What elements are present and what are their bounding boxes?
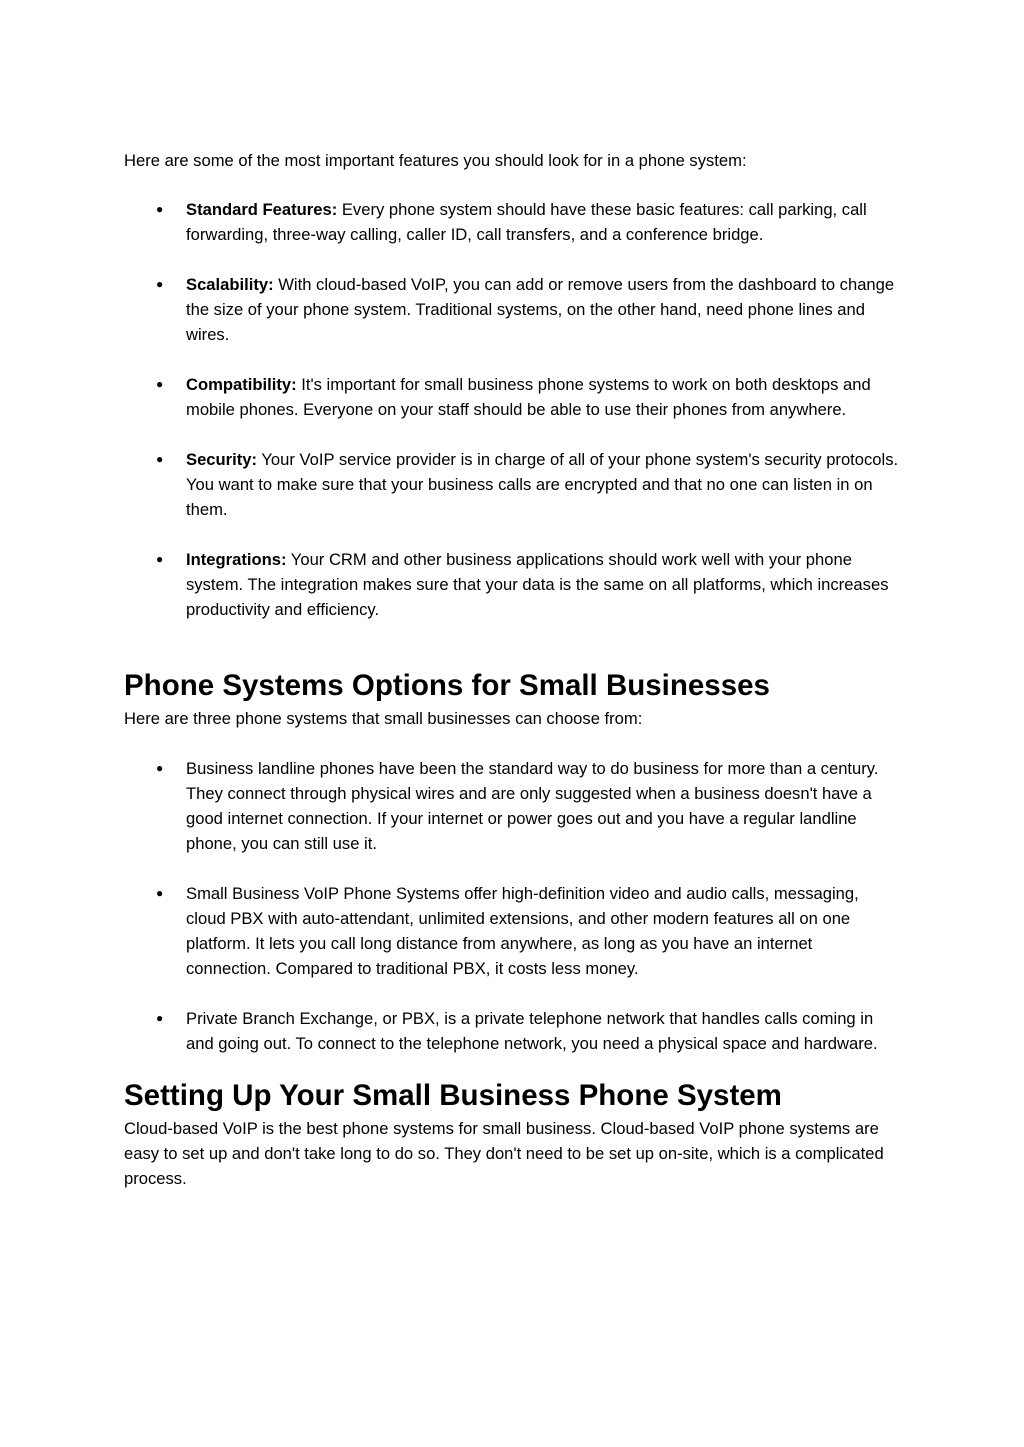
list-item — [124, 1006, 900, 1056]
feature-term: Compatibility: — [186, 375, 297, 394]
list-item — [124, 756, 900, 856]
feature-term: Security: — [186, 450, 258, 469]
document-page — [124, 148, 900, 1191]
feature-term: Standard Features: — [186, 200, 338, 219]
setup-text: Cloud-based VoIP is the best phone systems for small business. Cloud-based VoIP phone systems are easy to set up and don't take long to do so. They don't need to be set up on-site, which is a complicated process. — [124, 1119, 884, 1188]
feature-text: Your CRM and other business applications should work well with your phone system. The integration makes sure that your data is the same on all platforms, which increases productivity and efficiency. — [186, 550, 889, 619]
list-item — [124, 372, 900, 422]
option-text: Private Branch Exchange, or PBX, is a private telephone network that handles calls coming in and going out. To connect to the telephone network, you need a physical space and hardware. — [186, 1009, 878, 1053]
feature-text: Your VoIP service provider is in charge of all of your phone system's security protocols. You want to make sure that your business calls are encrypted and that no one can listen in on them. — [186, 450, 899, 519]
option-text: Small Business VoIP Phone Systems offer high-definition video and audio calls, messaging, cloud PBX with auto-attendant, unlimited extensions, and other modern features all on one platform. It lets you call long distance from anywhere, as long as you have an internet connection. Compared to traditional PBX, it costs less money. — [186, 884, 859, 978]
list-item — [124, 447, 900, 522]
bullet-icon: ● — [156, 202, 164, 216]
features-list — [124, 197, 900, 622]
feature-term: Scalability: — [186, 275, 274, 294]
bullet-icon: ● — [156, 1011, 164, 1025]
feature-text: It's important for small business phone systems to work on both desktops and mobile phones. Everyone on your staff should be able to use their phones from anywhere. — [186, 375, 871, 419]
setup-heading: Setting Up Your Small Business Phone System — [124, 1079, 782, 1112]
bullet-icon: ● — [156, 377, 164, 391]
options-heading: Phone Systems Options for Small Businesses — [124, 669, 770, 702]
feature-term: Integrations: — [186, 550, 287, 569]
bullet-icon: ● — [156, 886, 164, 900]
list-item — [124, 881, 900, 981]
features-intro: Here are some of the most important features you should look for in a phone system: — [124, 151, 747, 170]
options-list — [124, 756, 900, 1056]
list-item — [124, 272, 900, 347]
list-item — [124, 547, 900, 622]
feature-text: With cloud-based VoIP, you can add or remove users from the dashboard to change the size of your phone system. Traditional systems, on the other hand, need phone lines and wires. — [186, 275, 895, 344]
bullet-icon: ● — [156, 452, 164, 466]
bullet-icon: ● — [156, 552, 164, 566]
option-text: Business landline phones have been the standard way to do business for more than a century. They connect through physical wires and are only suggested when a business doesn't have a good internet connection. If your internet or power goes out and you have a regular landline phone, you can still use it. — [186, 759, 879, 853]
list-item — [124, 197, 900, 247]
bullet-icon: ● — [156, 277, 164, 291]
options-intro: Here are three phone systems that small businesses can choose from: — [124, 709, 643, 728]
bullet-icon: ● — [156, 761, 164, 775]
feature-text: Every phone system should have these basic features: call parking, call forwarding, three-way calling, caller ID, call transfers, and a conference bridge. — [186, 200, 867, 244]
